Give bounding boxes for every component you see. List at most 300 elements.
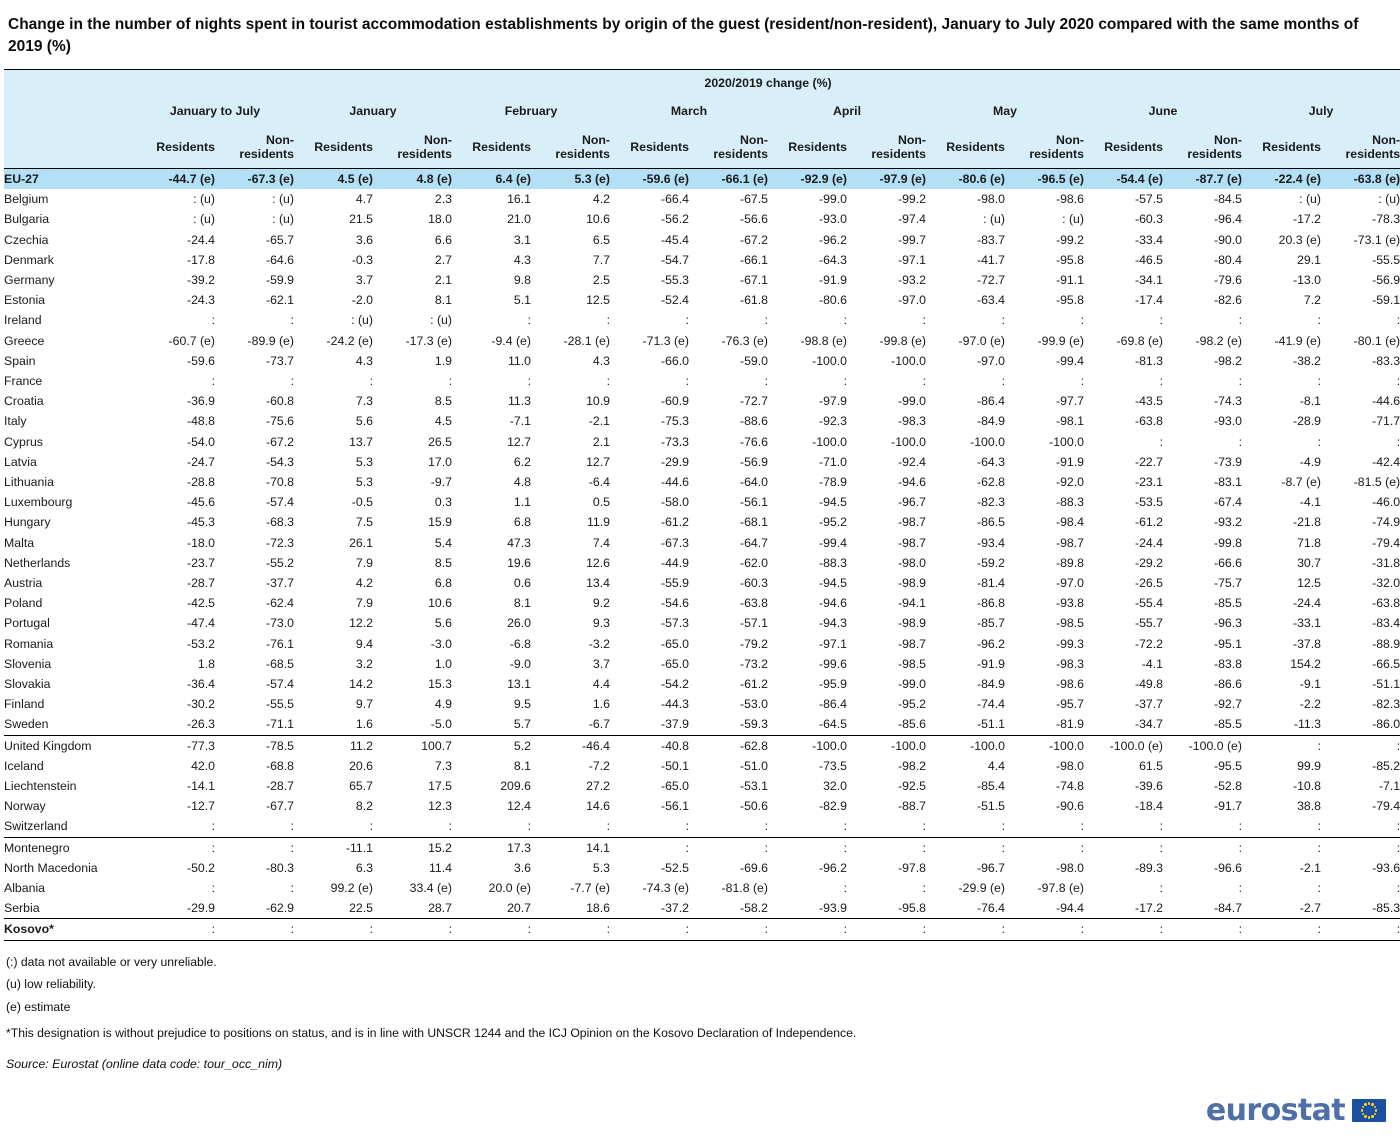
row-value-cell: 26.0 [507,616,531,631]
row-value-cell: -66.5 [1372,656,1400,671]
row-value-cell: -29.2 [1134,555,1163,570]
row-value-cell: -100.0 [768,735,847,756]
header-sub-residents-1: Residents [294,126,373,169]
row-value-cell: -37.7 [1134,697,1163,712]
row-value-cell: : [1238,313,1242,328]
row-geo-label: Finland [4,697,45,712]
row-value-cell: 4.4 [592,677,610,692]
row-value-cell: : [1001,313,1005,328]
header-period-may: May [926,96,1084,126]
row-value-cell: -34.1 [1134,272,1163,287]
row-value-cell: -100.0 (e) [1084,735,1163,756]
row-value-cell: 13.7 [349,434,373,449]
row-value-cell: -28.8 [186,474,215,489]
table-row [4,837,1400,858]
row-value-cell: -55.4 [1134,596,1163,611]
row-value-cell: 4.4 [987,758,1005,773]
row-value-cell: -56.1 [739,495,768,510]
row-value-cell: -93.4 [976,535,1005,550]
row-value-cell: -55.9 [660,576,689,590]
row-value-cell: -60.9 [660,394,689,409]
row-value-cell: 2.5 [592,272,610,287]
row-value-cell: -79.6 [1213,272,1242,287]
row-value-cell: 12.5 [1297,576,1321,590]
row-value-cell: -45.6 [186,495,215,510]
row-value-cell: -59.1 [1372,293,1400,308]
row-value-cell: -71.3 (e) [642,333,689,348]
row-value-cell: -46.5 [1134,252,1163,267]
row-value-cell: -2.2 [1299,697,1321,712]
table-row [4,634,1400,654]
row-value-cell: -90.0 [1213,232,1242,247]
row-value-cell: : [452,919,531,940]
row-value-cell: -97.9 [818,394,847,409]
row-value-cell: -62.9 [265,901,294,916]
row-value-cell: 12.4 [507,799,531,814]
row-value-cell: -7.1 [509,414,531,429]
row-value-cell: -80.6 [818,293,847,308]
row-value-cell: : [689,837,768,858]
page-title: Change in the number of nights spent in tourist accommodation establishments by origin of the guest (resident/non-resident), January to July 2020 compared with the same months of 2019 (%) [8,16,1359,56]
row-value-cell: : [610,837,689,858]
row-geo-label: United Kingdom [4,735,136,756]
row-geo-label: Belgium [4,192,49,207]
row-value-cell: -86.6 [1213,677,1242,692]
row-value-cell: -95.8 [1055,252,1084,267]
row-value-cell: 154.2 [1290,656,1321,671]
row-value-cell: : [1238,881,1242,896]
row-value-cell: -62.0 [739,555,768,570]
header-period-january: January [294,96,452,126]
table-row [4,776,1400,796]
row-value-cell: -36.9 [186,394,215,409]
row-value-cell: : [1321,837,1400,858]
row-value-cell: : [211,313,215,328]
row-geo-label: Greece [4,333,45,348]
row-value-cell: 6.2 [513,454,531,469]
row-value-cell: : (u) [193,212,215,227]
row-value-cell: : [922,881,926,896]
row-value-cell: -97.0 [1055,576,1084,590]
row-value-cell: -95.2 [897,697,926,712]
header-sub-nonresidents-2: Non- residents [531,126,610,169]
row-value-cell: -10.8 [1292,779,1321,794]
header-corner [4,69,136,96]
row-value-cell: -100.0 [1005,735,1084,756]
table-row [4,816,1400,837]
row-value-cell: 9.7 [355,697,373,712]
row-value-cell: -42.5 [186,596,215,611]
row-value-cell: -24.4 [1134,535,1163,550]
row-value-cell: -98.2 [1213,353,1242,368]
row-value-cell: -75.3 [660,414,689,429]
row-value-cell: -17.8 [186,252,215,267]
row-value-cell: 5.3 (e) [574,171,610,186]
row-value-cell: -12.7 [186,799,215,814]
row-value-cell: -69.8 (e) [1116,333,1163,348]
row-value-cell: -93.0 [818,212,847,227]
row-value-cell: -28.7 [186,576,215,590]
row-value-cell: : [1321,735,1400,756]
row-value-cell: -67.7 [265,799,294,814]
row-value-cell: : [1001,819,1005,834]
row-value-cell: -72.2 [1134,636,1163,651]
row-value-cell: -80.6 (e) [958,171,1005,186]
row-value-cell: -67.2 [739,232,768,247]
row-value-cell: : [1080,373,1084,388]
row-value-cell: -82.3 [1372,697,1400,712]
row-value-cell: -53.0 [739,697,768,712]
header-subcolumn-row [4,126,1400,169]
row-value-cell: : [1396,373,1400,388]
row-value-cell: -81.9 [1055,717,1084,732]
row-value-cell: -52.8 [1213,779,1242,794]
table-row [4,290,1400,310]
row-value-cell: -73.0 [265,616,294,631]
row-value-cell: -99.8 (e) [879,333,926,348]
row-value-cell: : [211,819,215,834]
row-value-cell: -79.2 [739,636,768,651]
row-value-cell: -39.2 [186,272,215,287]
row-value-cell: -80.4 [1213,252,1242,267]
row-value-cell: -59.6 [186,353,215,368]
row-value-cell: 20.6 [349,758,373,773]
row-value-cell: -85.7 [976,616,1005,631]
row-value-cell: : [764,373,768,388]
row-value-cell: -21.8 [1292,515,1321,530]
row-value-cell: -98.4 [1055,515,1084,530]
row-value-cell: 8.2 [355,799,373,814]
row-value-cell: -18.0 [186,535,215,550]
row-value-cell: 4.5 (e) [337,171,373,186]
row-value-cell: : [211,881,215,896]
row-value-cell: : [1001,373,1005,388]
row-value-cell: 7.9 [355,555,373,570]
row-value-cell: 4.2 [355,576,373,590]
row-value-cell: -46.0 [1372,495,1400,510]
table-row [4,411,1400,431]
row-value-cell: 4.5 [434,414,452,429]
row-value-cell: 20.3 (e) [1278,232,1321,247]
row-value-cell: -99.2 [897,192,926,207]
row-value-cell: : [606,819,610,834]
header-period-june: June [1084,96,1242,126]
row-value-cell: : [847,837,926,858]
row-value-cell: : [689,919,768,940]
row-value-cell: -89.9 (e) [247,333,294,348]
eurostat-logo [1206,1093,1386,1128]
row-value-cell: -94.6 [818,596,847,611]
row-value-cell: -83.4 [1372,616,1400,631]
row-value-cell: -58.2 [739,901,768,916]
row-value-cell: -64.5 [818,717,847,732]
row-value-cell: 9.2 [592,596,610,611]
row-value-cell: 7.3 [434,758,452,773]
row-value-cell: 7.3 [355,394,373,409]
row-value-cell: -24.2 (e) [326,333,373,348]
row-value-cell: -23.7 [186,555,215,570]
row-value-cell: -100.0 [812,353,847,368]
row-value-cell: -98.2 (e) [1195,333,1242,348]
row-geo-label: Ireland [4,313,42,328]
footnotes [6,951,1400,1045]
row-geo-label: Iceland [4,758,44,773]
row-value-cell: -63.4 [976,293,1005,308]
row-value-cell: -4.9 [1299,454,1321,469]
row-value-cell: 15.9 [428,515,452,530]
row-value-cell: -9.7 [430,474,452,489]
row-value-cell: 6.5 [592,232,610,247]
row-value-cell: -97.1 [897,252,926,267]
row-value-cell: 19.6 [507,555,531,570]
row-value-cell: 2.1 [434,272,452,287]
row-value-cell: -67.3 (e) [247,171,294,186]
row-value-cell: 4.8 (e) [416,171,452,186]
row-value-cell: 2.3 [434,192,452,207]
row-value-cell: -89.8 [1055,555,1084,570]
table-row [4,432,1400,452]
row-value-cell: : [290,373,294,388]
row-value-cell: -97.8 [897,860,926,875]
row-value-cell: 17.5 [428,779,452,794]
row-value-cell: : [685,819,689,834]
row-value-cell: -73.1 (e) [1353,232,1400,247]
row-value-cell: -94.1 [897,596,926,611]
row-value-cell: 5.3 [355,474,373,489]
row-value-cell: 11.4 [428,860,452,875]
table-row [4,371,1400,391]
row-value-cell: -93.0 [1213,414,1242,429]
row-value-cell: 30.7 [1297,555,1321,570]
row-value-cell: -62.8 [976,474,1005,489]
row-value-cell: -66.6 [1213,555,1242,570]
row-value-cell: -39.6 [1134,779,1163,794]
row-value-cell: 3.6 [355,232,373,247]
row-value-cell: -0.5 [351,495,373,510]
row-value-cell: -76.4 [976,901,1005,916]
header-period-jan-jul: January to July [136,96,294,126]
row-value-cell: -65.0 [660,656,689,671]
row-value-cell: -98.7 [897,636,926,651]
row-value-cell: -82.3 [976,495,1005,510]
row-value-cell: -86.5 [976,515,1005,530]
row-value-cell: -83.1 [1213,474,1242,489]
row-value-cell: -98.5 [1055,616,1084,631]
row-value-cell: : [922,313,926,328]
row-value-cell: -53.1 [739,779,768,794]
row-value-cell: 99.9 [1297,758,1321,773]
row-value-cell: -74.8 [1055,779,1084,794]
row-value-cell: -99.9 (e) [1037,333,1084,348]
row-value-cell: : [1396,881,1400,896]
row-value-cell: -47.4 [186,616,215,631]
row-value-cell: -4.1 [1141,656,1163,671]
row-value-cell: -91.1 [1055,272,1084,287]
row-value-cell: -68.5 [265,656,294,671]
row-value-cell: -29.9 [186,901,215,916]
eurostat-logo-text: eurostat [1205,1093,1345,1128]
row-value-cell: 2.7 [434,252,452,267]
row-value-cell: : [764,313,768,328]
row-value-cell: -97.0 [897,293,926,308]
row-geo-label: Hungary [4,515,51,530]
row-value-cell: -36.4 [186,677,215,692]
row-value-cell: : [1238,819,1242,834]
row-value-cell: 7.7 [592,252,610,267]
row-value-cell: -64.3 [818,252,847,267]
row-value-cell: -55.5 [1372,252,1400,267]
row-geo-label: Kosovo* [4,919,136,940]
row-value-cell: -70.8 [265,474,294,489]
table-row [4,250,1400,270]
row-value-cell: 4.3 [592,353,610,368]
row-value-cell: -34.7 [1134,717,1163,732]
row-value-cell: 11.3 [507,394,531,409]
row-value-cell: -64.7 [739,535,768,550]
row-value-cell: : [843,313,847,328]
row-value-cell: -72.3 [265,535,294,550]
row-value-cell: -98.7 [897,535,926,550]
row-value-cell: -54.3 [265,454,294,469]
row-value-cell: -99.7 [897,232,926,247]
row-geo-label: Cyprus [4,434,43,449]
row-value-cell: -85.6 [897,717,926,732]
row-value-cell: : [1159,434,1163,449]
row-value-cell: -93.6 [1372,860,1400,875]
row-value-cell: -100.0 [970,434,1005,449]
row-value-cell: -37.2 [660,901,689,916]
row-value-cell: -65.0 [660,779,689,794]
row-value-cell: -79.4 [1372,535,1400,550]
row-value-cell: 18.0 [428,212,452,227]
row-value-cell: -62.1 [265,293,294,308]
header-geo-blank [4,96,136,126]
row-value-cell: -80.1 (e) [1353,333,1400,348]
row-value-cell: -54.2 [660,677,689,692]
row-value-cell: -59.9 [265,272,294,287]
row-value-cell: -92.4 [897,454,926,469]
header-sub-nonresidents-0: Non- residents [215,126,294,169]
row-value-cell: -84.5 [1213,192,1242,207]
row-value-cell: 7.4 [592,535,610,550]
row-value-cell: -96.3 [1213,616,1242,631]
row-value-cell: -81.3 [1134,353,1163,368]
row-value-cell: 3.2 [355,656,373,671]
row-geo-label: Latvia [4,454,37,469]
row-value-cell: : [215,919,294,940]
row-value-cell: -96.4 [1213,212,1242,227]
row-value-cell: -66.1 [739,252,768,267]
header-sub-residents-7: Residents [1242,126,1321,169]
row-value-cell: -86.4 [818,697,847,712]
row-value-cell: -98.5 [897,656,926,671]
row-value-cell: 42.0 [191,758,215,773]
row-value-cell: -99.2 [1055,232,1084,247]
row-value-cell: -31.8 [1372,555,1400,570]
row-value-cell: -94.5 [818,576,847,590]
row-geo-label: Slovakia [4,677,51,692]
header-band-row [4,69,1400,96]
row-value-cell: : [922,819,926,834]
row-value-cell: -96.2 [818,232,847,247]
row-value-cell: -14.1 [186,779,215,794]
row-value-cell: -88.6 [739,414,768,429]
row-value-cell: -66.1 (e) [721,171,768,186]
row-value-cell: -9.0 [509,656,531,671]
row-value-cell: -2.1 [1299,860,1321,875]
row-value-cell: 9.5 [513,697,531,712]
row-value-cell: : (u) [1378,192,1400,207]
row-value-cell: 0.6 [513,576,531,590]
row-value-cell: -100.0 [1049,434,1084,449]
row-value-cell: : [685,313,689,328]
row-value-cell: -93.2 [1213,515,1242,530]
row-value-cell: -72.7 [976,272,1005,287]
row-value-cell: -26.3 [186,717,215,732]
header-period-july: July [1242,96,1400,126]
row-geo-label: France [4,373,43,388]
row-value-cell: 21.5 [349,212,373,227]
row-value-cell: -100.0 (e) [1163,735,1242,756]
row-value-cell: : [843,819,847,834]
table-row [4,654,1400,674]
row-value-cell: -0.3 [351,252,373,267]
row-value-cell: -54.6 [660,596,689,611]
row-value-cell: 0.5 [592,495,610,510]
table-row [4,858,1400,878]
row-value-cell: : (u) [193,192,215,207]
table-row [4,593,1400,613]
row-value-cell: -86.0 [1372,717,1400,732]
row-value-cell: : [136,837,215,858]
row-value-cell: -51.0 [739,758,768,773]
row-value-cell: : [1317,819,1321,834]
row-value-cell: 209.6 [500,779,531,794]
row-value-cell: -13.0 [1292,272,1321,287]
row-value-cell: 14.1 [531,837,610,858]
row-value-cell: : [764,819,768,834]
row-value-cell: -98.1 [1055,414,1084,429]
row-value-cell: -75.6 [265,414,294,429]
table-row [4,573,1400,593]
row-value-cell: -97.1 [818,636,847,651]
row-value-cell: -100.0 [891,434,926,449]
row-value-cell: 99.2 (e) [330,881,373,896]
row-value-cell: -51.5 [976,799,1005,814]
row-value-cell: -82.6 [1213,293,1242,308]
row-geo-label: North Macedonia [4,860,98,875]
row-geo-label: Malta [4,535,35,550]
row-value-cell: -46.4 [531,735,610,756]
row-value-cell: -22.7 [1134,454,1163,469]
row-value-cell: -74.3 [1213,394,1242,409]
row-value-cell: -17.2 [1292,212,1321,227]
row-value-cell: -3.2 [588,636,610,651]
header-period-row [4,96,1400,126]
row-value-cell: -59.2 [976,555,1005,570]
row-value-cell: -99.8 [1213,535,1242,550]
row-value-cell: 3.1 [513,232,531,247]
row-value-cell: -33.4 [1134,232,1163,247]
header-sub-residents-0: Residents [136,126,215,169]
row-value-cell: 8.1 [434,293,452,308]
row-value-cell: : [926,919,1005,940]
row-value-cell: -98.0 [1055,758,1084,773]
row-value-cell: -84.7 [1213,901,1242,916]
row-value-cell: -99.0 [818,192,847,207]
row-value-cell: 17.0 [428,454,452,469]
row-value-cell: 15.2 [373,837,452,858]
